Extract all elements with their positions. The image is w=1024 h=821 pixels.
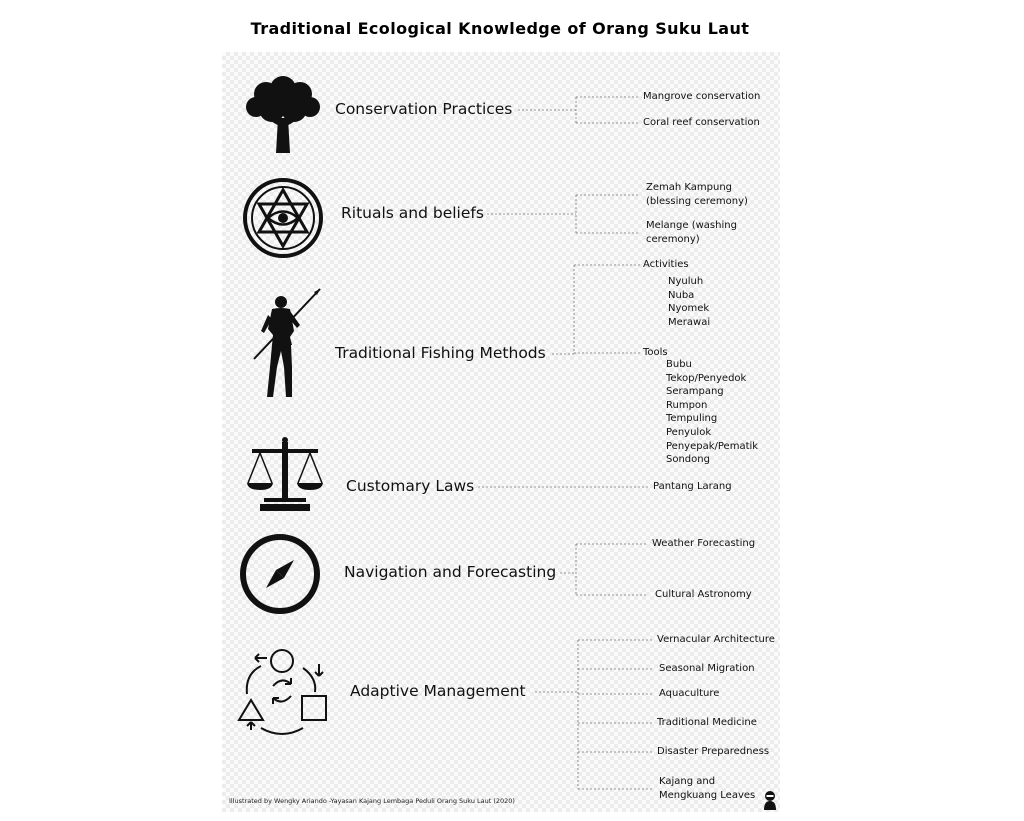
diagram-title: Traditional Ecological Knowledge of Orang Suku Laut xyxy=(250,19,750,38)
category-label: Rituals and beliefs xyxy=(341,204,484,222)
compass-icon xyxy=(238,532,322,616)
leaf-item: Aquaculture xyxy=(659,688,720,699)
tool-item: Serampang xyxy=(666,386,724,398)
leaf-item: Coral reef conservation xyxy=(643,117,760,128)
tree-icon xyxy=(244,74,322,154)
tool-item: Tekop/Penyedok xyxy=(666,372,747,384)
activity-item: Nyomek xyxy=(668,303,710,315)
adaptive-cycle-icon xyxy=(233,644,331,740)
leaf-item: Cultural Astronomy xyxy=(655,589,752,600)
category-label: Navigation and Forecasting xyxy=(344,563,557,581)
activity-item: Merawai xyxy=(668,316,711,328)
leaf-item: Kajang and Mengkuang Leaves xyxy=(659,776,756,801)
tool-item: Penyulok xyxy=(666,426,712,438)
activities-list xyxy=(668,275,710,329)
leaf-item: Melange (washing ceremony) xyxy=(646,220,737,245)
group-label-tools: Tools xyxy=(643,347,668,358)
leaf-item: Pantang Larang xyxy=(653,481,732,492)
fisherman-spear-icon xyxy=(248,285,328,400)
tools-list xyxy=(666,358,758,467)
category-label: Traditional Fishing Methods xyxy=(335,344,546,362)
leaf-item: Weather Forecasting xyxy=(652,538,756,549)
tool-item: Penyepak/Pematik xyxy=(666,440,759,452)
category-label: Adaptive Management xyxy=(350,682,526,700)
leaf-item: Disaster Preparedness xyxy=(657,746,770,757)
group-label-activities: Activities xyxy=(643,259,689,270)
activity-item: Nyuluh xyxy=(668,276,704,287)
tool-item: Tempuling xyxy=(666,413,718,425)
leaf-item: Traditional Medicine xyxy=(657,717,757,728)
author-portrait-icon xyxy=(762,790,778,810)
category-label: Conservation Practices xyxy=(335,100,513,118)
scales-icon xyxy=(246,436,324,512)
illustration-credit: Illustrated by Wengky Ariando -Yayasan Kajang Lembaga Peduli Orang Suku Laut (2020) xyxy=(229,797,515,805)
leaf-item: Mangrove conservation xyxy=(643,91,761,102)
activity-item: Nuba xyxy=(668,289,695,301)
leaf-item: Vernacular Architecture xyxy=(657,634,775,645)
leaf-item: Zemah Kampung (blessing ceremony) xyxy=(646,182,748,207)
hexagram-eye-icon xyxy=(242,177,324,259)
category-label: Customary Laws xyxy=(346,477,475,495)
tool-item: Rumpon xyxy=(666,399,708,411)
leaf-item: Seasonal Migration xyxy=(659,663,755,674)
tool-item: Sondong xyxy=(666,454,710,466)
tool-item: Bubu xyxy=(666,359,692,370)
